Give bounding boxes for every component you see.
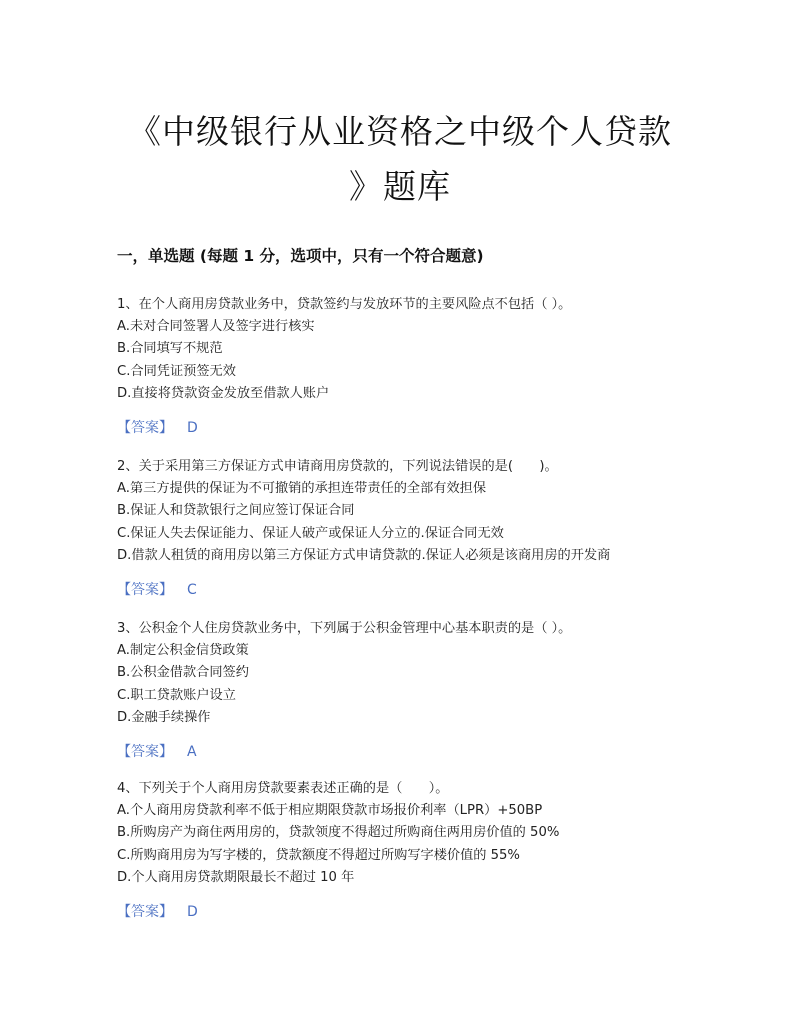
- question-stem: 4、下列关于个人商用房贷款要素表述正确的是（ ）。: [117, 781, 449, 796]
- title-line-1: 《中级银行从业资格之中级个人贷款: [128, 112, 672, 151]
- answer-line: [117, 901, 697, 923]
- option-d: D.直接将贷款资金发放至借款人账户: [117, 385, 330, 401]
- option-a: A.未对合同签署人及签字进行核实: [117, 319, 315, 335]
- option-c: C.合同凭证预签无效: [117, 363, 236, 379]
- option-c: C.保证人失去保证能力、保证人破产或保证人分立的.保证合同无效: [117, 525, 504, 541]
- answer-line: [117, 417, 697, 439]
- option-d: D.金融手续操作: [117, 709, 211, 725]
- question-2: [117, 456, 697, 601]
- option-b: B.公积金借款合同签约: [117, 665, 249, 681]
- answer-label: 【答案】: [117, 904, 173, 921]
- option-c: C.所购商用房为写字楼的，贷款额度不得超过所购写字楼价值的 55%: [117, 847, 520, 863]
- section-heading: 一，单选题 (每题 1 分，选项中，只有一个符合题意): [117, 247, 484, 265]
- option-b: B.合同填写不规范: [117, 341, 223, 357]
- answer-value: A: [187, 744, 197, 761]
- question-4: [117, 778, 697, 923]
- title-line-2: 》题库: [349, 167, 451, 206]
- option-c: C.职工贷款账户设立: [117, 687, 236, 703]
- question-stem: 2、关于采用第三方保证方式申请商用房贷款的，下列说法错误的是( )。: [117, 459, 558, 474]
- option-b: B.所购房产为商住两用房的，贷款领度不得超过所购商住两用房价值的 50%: [117, 825, 560, 841]
- answer-label: 【答案】: [117, 420, 173, 437]
- answer-value: D: [187, 420, 198, 437]
- answer-value: C: [187, 582, 197, 599]
- option-d: D.个人商用房贷款期限最长不超过 10 年: [117, 869, 355, 885]
- answer-line: [117, 579, 697, 601]
- answer-value: D: [187, 904, 198, 921]
- document-title: [100, 104, 700, 214]
- question-3: [117, 618, 697, 763]
- option-a: A.第三方提供的保证为不可撤销的承担连带责任的全部有效担保: [117, 481, 487, 497]
- question-1: [117, 294, 697, 439]
- question-stem: 1、在个人商用房贷款业务中，贷款签约与发放环节的主要风险点不包括（ ）。: [117, 297, 572, 312]
- answer-line: [117, 741, 697, 763]
- answer-label: 【答案】: [117, 582, 173, 599]
- option-a: A.个人商用房贷款利率不低于相应期限贷款市场报价利率（LPR）+50BP: [117, 803, 543, 819]
- option-a: A.制定公积金信贷政策: [117, 643, 249, 659]
- option-d: D.借款人租赁的商用房以第三方保证方式申请贷款的.保证人必须是该商用房的开发商: [117, 547, 611, 563]
- option-b: B.保证人和贷款银行之间应签订保证合同: [117, 503, 355, 519]
- answer-label: 【答案】: [117, 744, 173, 761]
- question-stem: 3、公积金个人住房贷款业务中，下列属于公积金管理中心基本职责的是（ ）。: [117, 621, 572, 636]
